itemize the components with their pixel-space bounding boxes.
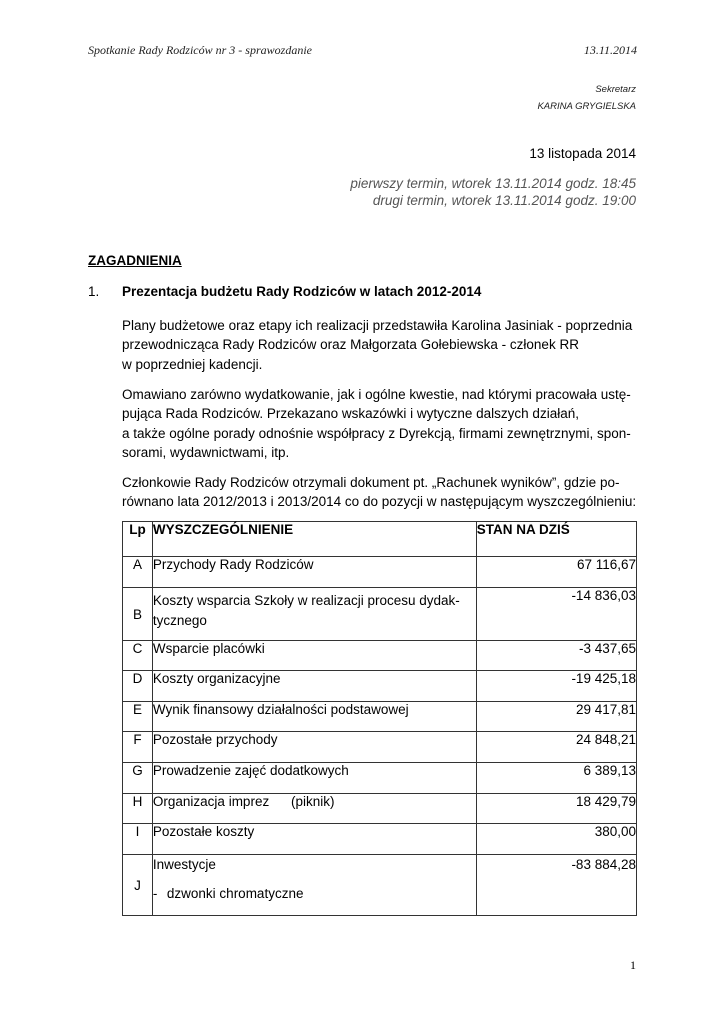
row-description: Koszty organizacyjne bbox=[152, 671, 476, 702]
row-lp: J bbox=[123, 855, 153, 916]
row-value: -14 836,03 bbox=[476, 588, 636, 641]
document-header-date: 13.11.2014 bbox=[583, 43, 637, 57]
row-sub-item-text: dzwonki chromatyczne bbox=[166, 886, 304, 901]
paragraph-line: Plany budżetowe oraz etapy ich realizacji przedstawiła Karolina Jasiniak - poprzednia bbox=[122, 318, 633, 333]
row-description: Wsparcie placówki bbox=[152, 641, 476, 671]
paragraph-line: w poprzedniej kadencji. bbox=[122, 356, 263, 372]
paragraph-line: równano lata 2012/2013 i 2013/2014 co do pozycji w następującym wyszczególnieniu: bbox=[122, 494, 637, 510]
table-row bbox=[123, 763, 637, 794]
row-lp: G bbox=[123, 763, 153, 794]
table-row bbox=[123, 641, 637, 671]
row-description bbox=[152, 588, 476, 641]
row-lp: C bbox=[123, 641, 153, 671]
row-value: -83 884,28 bbox=[476, 855, 636, 916]
row-lp: F bbox=[123, 732, 153, 763]
paragraph-document-received bbox=[122, 473, 642, 512]
section-title: ZAGADNIENIA bbox=[88, 253, 182, 268]
paragraph-budget-presenters bbox=[122, 316, 642, 374]
item-title: Prezentacja budżetu Rady Rodziców w latach 2012-2014 bbox=[122, 284, 482, 299]
bullet-dash-icon: - bbox=[152, 886, 158, 901]
item-number: 1. bbox=[88, 284, 100, 299]
row-description-text: Organizacja imprez bbox=[152, 794, 270, 809]
paragraph-discussion bbox=[122, 385, 642, 462]
row-lp: I bbox=[123, 824, 153, 855]
table-row bbox=[123, 855, 637, 916]
table-row bbox=[123, 732, 637, 763]
row-lp: D bbox=[123, 671, 153, 702]
table-row bbox=[123, 557, 637, 588]
row-description-line: Koszty wsparcia Szkoły w realizacji procesu dydak- bbox=[152, 593, 460, 608]
table-row bbox=[123, 671, 637, 702]
document-header-title: Spotkanie Rady Rodziców nr 3 - sprawozdanie bbox=[88, 43, 312, 57]
row-description-line: tycznego bbox=[152, 613, 207, 628]
row-value: 29 417,81 bbox=[476, 702, 636, 732]
budget-table bbox=[122, 521, 637, 916]
row-lp: E bbox=[123, 702, 153, 732]
paragraph-line: Członkowie Rady Rodziców otrzymali dokument pt. „Rachunek wyników”, gdzie po- bbox=[122, 475, 620, 490]
paragraph-line: pująca Rada Rodziców. Przekazano wskazówki i wytyczne dalszych działań, bbox=[122, 406, 579, 422]
meeting-date: 13 listopada 2014 bbox=[529, 146, 636, 161]
row-sub-item bbox=[153, 886, 476, 901]
row-description bbox=[152, 855, 476, 916]
row-value: 380,00 bbox=[476, 824, 636, 855]
row-description: Wynik finansowy działalności podstawowej bbox=[152, 702, 476, 732]
secretary-name: KARINA GRYGIELSKA bbox=[537, 101, 636, 112]
row-value: 24 848,21 bbox=[476, 732, 636, 763]
paragraph-line: a także ogólne porady odnośnie współpracy z Dyrekcją, firmami zewnętrznymi, spon- bbox=[122, 425, 631, 441]
row-description: Prowadzenie zajęć dodatkowych bbox=[152, 763, 476, 794]
second-term: drugi termin, wtorek 13.11.2014 godz. 19:00 bbox=[372, 193, 636, 208]
row-description bbox=[152, 794, 476, 824]
paragraph-line: przewodnicząca Rady Rodziców oraz Małgorzata Gołebiewska - członek RR bbox=[122, 337, 579, 353]
table-row bbox=[123, 702, 637, 732]
row-description-note: (piknik) bbox=[290, 794, 335, 809]
header-description: WYSZCZEGÓLNIENIE bbox=[152, 522, 476, 557]
header-value: STAN NA DZIŚ bbox=[476, 522, 636, 557]
row-value: 6 389,13 bbox=[476, 763, 636, 794]
row-description: Pozostałe przychody bbox=[152, 732, 476, 763]
row-lp: H bbox=[123, 794, 153, 824]
row-value: -3 437,65 bbox=[476, 641, 636, 671]
table-row bbox=[123, 794, 637, 824]
paragraph-line: sorami, wydawnictwami, itp. bbox=[122, 444, 290, 460]
row-lp: A bbox=[123, 557, 153, 588]
row-lp: B bbox=[123, 588, 153, 641]
row-value: -19 425,18 bbox=[476, 671, 636, 702]
header-lp: Lp bbox=[123, 522, 153, 557]
row-description: Przychody Rady Rodziców bbox=[152, 557, 476, 588]
table-header-row bbox=[123, 522, 637, 557]
paragraph-line: Omawiano zarówno wydatkowanie, jak i ogólne kwestie, nad którymi pracowała ustę- bbox=[122, 387, 631, 402]
row-description-text: Inwestycje bbox=[152, 857, 216, 872]
secretary-role: Sekretarz bbox=[595, 84, 636, 95]
row-value: 67 116,67 bbox=[476, 557, 636, 588]
row-value: 18 429,79 bbox=[476, 794, 636, 824]
row-description: Pozostałe koszty bbox=[152, 824, 476, 855]
first-term: pierwszy termin, wtorek 13.11.2014 godz. 18:45 bbox=[350, 176, 636, 191]
table-row bbox=[123, 824, 637, 855]
page-number: 1 bbox=[630, 958, 636, 972]
table-row bbox=[123, 588, 637, 641]
